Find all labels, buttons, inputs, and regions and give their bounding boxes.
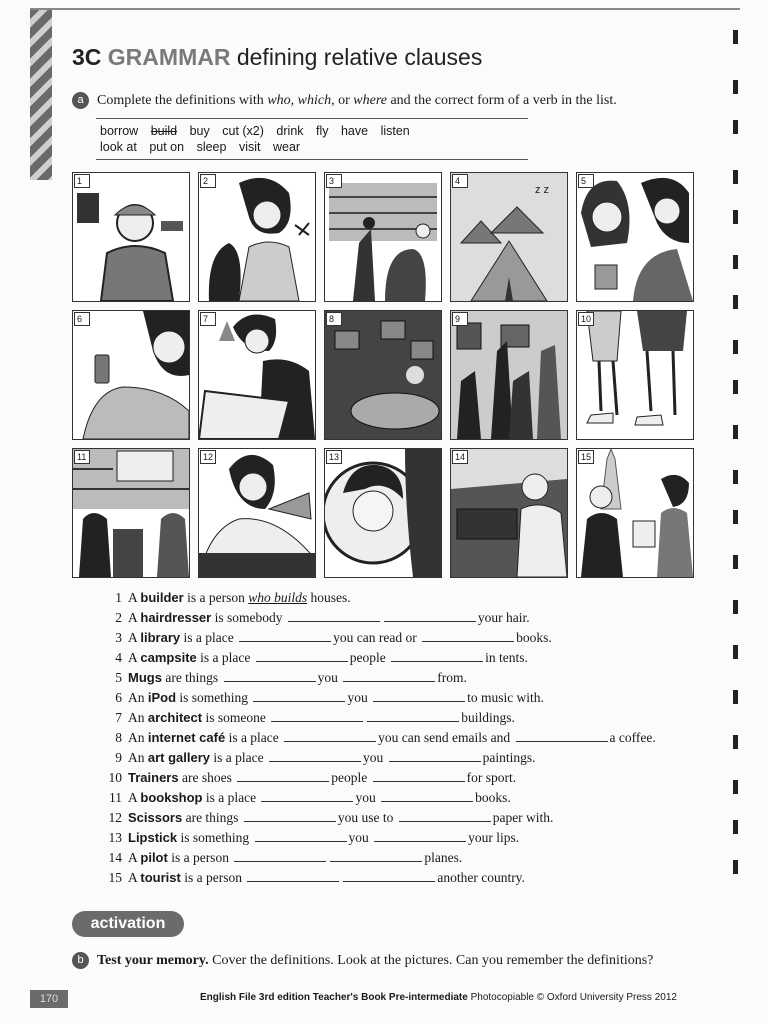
- answer-blank[interactable]: [343, 870, 435, 882]
- word-item: visit: [238, 140, 261, 154]
- page-number: 170: [30, 990, 68, 1008]
- picture-number: 14: [452, 450, 468, 464]
- exercise-a-instruction: a Complete the definitions with who, which, or where and the correct form of a verb in the list.: [72, 92, 617, 109]
- answer-blank[interactable]: [367, 710, 459, 722]
- answer-blank[interactable]: [288, 610, 380, 622]
- picture-8-internet-cafe: [324, 310, 442, 440]
- top-rule: [30, 8, 740, 10]
- definition-4: 4 A campsite is a place people in tents.: [115, 650, 528, 665]
- picture-number: 9: [452, 312, 468, 326]
- word-item: borrow: [100, 124, 139, 138]
- picture-number: 3: [326, 174, 342, 188]
- word-list-box: [96, 118, 528, 160]
- answer-blank[interactable]: [384, 610, 476, 622]
- picture-7-architect: [198, 310, 316, 440]
- word-item: listen: [380, 124, 410, 138]
- picture-number: 1: [74, 174, 90, 188]
- picture-number: 6: [74, 312, 90, 326]
- definition-10: 10 Trainers are shoes people for sport.: [108, 770, 517, 785]
- answer-blank[interactable]: [389, 750, 481, 762]
- answer-blank[interactable]: [239, 630, 331, 642]
- answer-blank[interactable]: [269, 750, 361, 762]
- answer-blank[interactable]: [247, 870, 339, 882]
- answer-blank[interactable]: [261, 790, 353, 802]
- answer-blank[interactable]: [244, 810, 336, 822]
- picture-number: 15: [578, 450, 594, 464]
- section-name: GRAMMAR: [107, 44, 231, 70]
- picture-12-scissors: [198, 448, 316, 578]
- picture-number: 7: [200, 312, 216, 326]
- definition-5: 5 Mugs are things you from.: [115, 670, 467, 685]
- picture-number: 2: [200, 174, 216, 188]
- word-item: drink: [276, 124, 304, 138]
- picture-15-tourist: [576, 448, 694, 578]
- definition-13: 13 Lipstick is something you your lips.: [108, 830, 520, 845]
- picture-14-pilot: [450, 448, 568, 578]
- picture-grid: [72, 172, 694, 578]
- picture-9-art-gallery: [450, 310, 568, 440]
- picture-13-lipstick: [324, 448, 442, 578]
- word-item: put on: [149, 140, 185, 154]
- word-list-row-2: [100, 140, 309, 154]
- exercise-b-instruction: b Test your memory. Cover the definitions. Look at the pictures. Can you remember the definitions?: [72, 952, 653, 969]
- definition-3: 3 A library is a place you can read or books.: [115, 630, 552, 645]
- answer-blank[interactable]: [284, 730, 376, 742]
- answer-blank[interactable]: [255, 830, 347, 842]
- answer-blank[interactable]: [399, 810, 491, 822]
- answer-blank[interactable]: [374, 830, 466, 842]
- answer-blank[interactable]: [391, 650, 483, 662]
- picture-4-campsite: [450, 172, 568, 302]
- answer-blank[interactable]: [343, 670, 435, 682]
- answer-blank[interactable]: [271, 710, 363, 722]
- picture-number: 12: [200, 450, 216, 464]
- svg-text:z z: z z: [535, 184, 550, 196]
- picture-2-hairdresser: [198, 172, 316, 302]
- answer-blank[interactable]: [234, 850, 326, 862]
- picture-10-trainers: [576, 310, 694, 440]
- answer-blank[interactable]: [516, 730, 608, 742]
- picture-11-bookshop: [72, 448, 190, 578]
- page-footer: [30, 990, 740, 1012]
- picture-3-library: [324, 172, 442, 302]
- picture-6-ipod: [72, 310, 190, 440]
- definition-8: 8 An internet café is a place you can send emails and a coffee.: [115, 730, 656, 745]
- definition-1: 1 A builder is a person who builds houses.: [115, 590, 351, 605]
- definition-12: 12 Scissors are things you use to paper with.: [108, 810, 554, 825]
- definition-7: 7 An architect is someone buildings.: [115, 710, 515, 725]
- unit-code: 3C: [72, 44, 102, 70]
- definition-11: 11 A bookshop is a place you books.: [109, 790, 511, 805]
- footer-credit: English File 3rd edition Teacher's Book Pre-intermediate Photocopiable © Oxford University Press 2012: [200, 992, 677, 1003]
- word-item: sleep: [196, 140, 227, 154]
- exercise-b-badge: b: [72, 952, 89, 969]
- topic-name: defining relative clauses: [236, 44, 483, 70]
- word-item: buy: [189, 124, 210, 138]
- word-item: wear: [272, 140, 301, 154]
- definition-15: 15 A tourist is a person another country.: [108, 870, 525, 885]
- picture-1-builder: [72, 172, 190, 302]
- decorative-stripe: [30, 8, 52, 180]
- activation-banner: activation: [72, 911, 184, 937]
- binding-marks: [733, 30, 739, 910]
- answer-blank[interactable]: [330, 850, 422, 862]
- word-item-crossed: build: [150, 124, 178, 138]
- word-item: have: [340, 124, 369, 138]
- picture-5-mugs: [576, 172, 694, 302]
- word-item: cut (x2): [222, 124, 264, 138]
- definition-6: 6 An iPod is something you to music with.: [115, 690, 544, 705]
- picture-number: 10: [578, 312, 594, 326]
- word-item: fly: [316, 124, 329, 138]
- picture-number: 11: [74, 450, 90, 464]
- exercise-a-badge: a: [72, 92, 89, 109]
- answer-blank[interactable]: [253, 690, 345, 702]
- word-list-row-1: [100, 124, 419, 138]
- answer-blank[interactable]: [422, 630, 514, 642]
- picture-number: 4: [452, 174, 468, 188]
- picture-number: 8: [326, 312, 342, 326]
- definition-14: 14 A pilot is a person planes.: [108, 850, 463, 865]
- definition-9: 9 An art gallery is a place you paintings.: [115, 750, 536, 765]
- definition-2: 2 A hairdresser is somebody your hair.: [115, 610, 530, 625]
- answer-blank[interactable]: [256, 650, 348, 662]
- word-item: look at: [100, 140, 137, 154]
- picture-number: 13: [326, 450, 342, 464]
- answer-blank[interactable]: [237, 770, 329, 782]
- answer-blank[interactable]: [381, 790, 473, 802]
- answer-blank[interactable]: [373, 690, 465, 702]
- answer-blank[interactable]: [373, 770, 465, 782]
- picture-number: 5: [578, 174, 594, 188]
- page-title: [72, 44, 482, 71]
- answer-blank[interactable]: [224, 670, 316, 682]
- example-answer: who builds: [248, 590, 308, 605]
